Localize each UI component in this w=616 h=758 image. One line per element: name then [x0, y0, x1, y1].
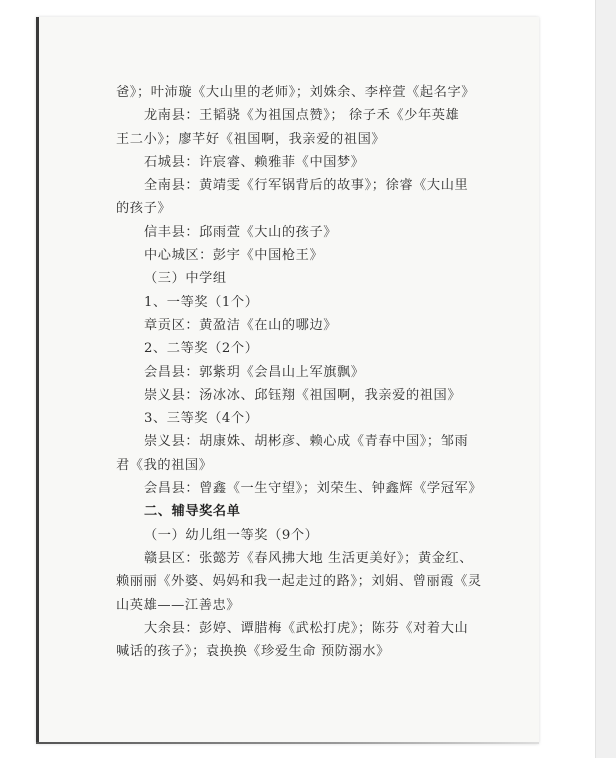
document-line: 会昌县：曾鑫《一生守望》；刘荣生、钟鑫辉《学冠军》 — [144, 481, 483, 497]
document-body — [116, 81, 508, 663]
document-line: 大余县：彭婷、谭腊梅《武松打虎》；陈芬《对着大山 — [144, 620, 469, 636]
document-line: （三）中学组 — [144, 271, 227, 287]
document-line: 全南县：黄靖雯《行军锅背后的故事》；徐睿《大山里 — [144, 178, 469, 194]
vertical-scrollbar[interactable] — [595, 0, 616, 758]
document-line: 3、三等奖（4个） — [144, 411, 259, 427]
scanned-page — [36, 17, 539, 744]
document-line: 君《我的祖国》 — [116, 457, 213, 473]
document-line: 2、二等奖（2个） — [144, 341, 259, 357]
document-line: 石城县：许宸睿、赖雅菲《中国梦》 — [144, 154, 365, 170]
document-line: （一）幼儿组一等奖（9个） — [144, 527, 319, 543]
document-line: 山英雄——江善忠》 — [116, 597, 241, 613]
section-heading: 二、辅导奖名单 — [144, 504, 241, 520]
document-line: 章贡区：黄盈洁《在山的哪边》 — [144, 317, 338, 333]
document-line: 赖丽丽《外婆、妈妈和我一起走过的路》；刘娟、曾丽霞《灵 — [116, 574, 482, 590]
document-line: 赣县区：张懿芳《春风拂大地 生活更美好》；黄金红、 — [144, 550, 474, 566]
document-line: 崇义县：胡康姝、胡彬彦、赖心成《青春中国》；邹雨 — [144, 434, 469, 450]
document-line: 1、一等奖（1个） — [144, 294, 259, 310]
document-line: 中心城区：彭宇《中国枪王》 — [144, 248, 324, 264]
document-line: 龙南县：王韬骁《为祖国点赞》； 徐子禾《少年英雄 — [144, 108, 460, 124]
document-line: 崇义县：汤冰冰、邱钰翔《祖国啊，我亲爱的祖国》 — [144, 387, 462, 403]
document-line: 的孩子》 — [116, 201, 172, 217]
page-left-edge — [36, 17, 39, 744]
document-line: 爸》；叶沛璇《大山里的老师》；刘姝余、李梓萱《起名字》 — [116, 85, 476, 100]
document-line: 喊话的孩子》；袁换换《珍爱生命 预防溺水》 — [116, 644, 390, 660]
document-line: 信丰县：邱雨萱《大山的孩子》 — [144, 224, 338, 240]
document-line: 会昌县：郭紫玥《会昌山上军旗飘》 — [144, 364, 365, 380]
page-bottom-edge — [36, 742, 539, 744]
document-line: 王二小》；廖芊好《祖国啊，我亲爱的祖国》 — [116, 131, 386, 147]
